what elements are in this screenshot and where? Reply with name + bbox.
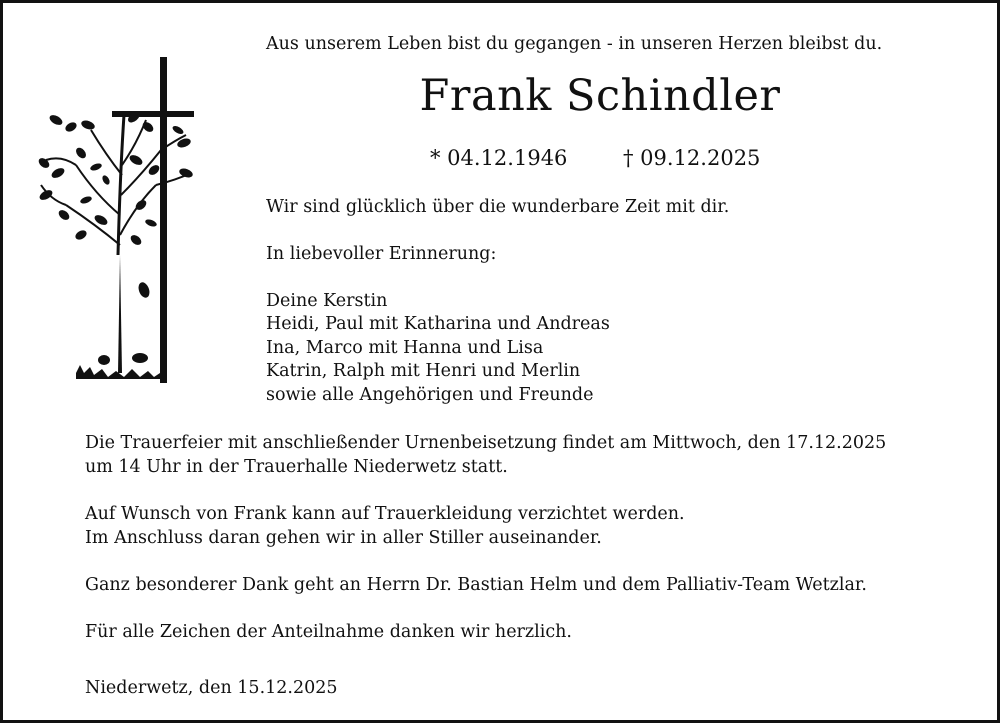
mourner-line: Katrin, Ralph mit Henri und Merlin [266, 361, 581, 381]
wish-line: Auf Wunsch von Frank kann auf Trauerkleidung verzichtet werden. [85, 504, 685, 524]
motto-text: Aus unserem Leben bist du gegangen - in unseren Herzen bleibst du. [266, 34, 883, 54]
mourner-line: Deine Kerstin [266, 291, 388, 311]
mourner-line: sowie alle Angehörigen und Freunde [266, 385, 594, 405]
message-text: Wir sind glücklich über die wunderbare Zeit mit dir. [266, 197, 730, 217]
ceremony-line: um 14 Uhr in der Trauerhalle Niederwetz statt. [85, 457, 508, 477]
condolences-text: Für alle Zeichen der Anteilnahme danken wir herzlich. [85, 622, 572, 642]
wish-line: Im Anschluss daran gehen wir in aller Stiller auseinander. [85, 528, 602, 548]
birth-date: * 04.12.1946 [430, 146, 568, 170]
memory-heading: In liebevoller Erinnerung: [266, 244, 497, 264]
mourner-line: Heidi, Paul mit Katharina und Andreas [266, 314, 610, 334]
death-date: † 09.12.2025 [623, 146, 761, 170]
place-date: Niederwetz, den 15.12.2025 [85, 678, 338, 698]
deceased-name: Frank Schindler [419, 71, 781, 121]
ceremony-line: Die Trauerfeier mit anschließender Urnenbeisetzung findet am Mittwoch, den 17.12.2025 [85, 433, 887, 453]
thanks-text: Ganz besonderer Dank geht an Herrn Dr. Bastian Helm und dem Palliativ-Team Wetzlar. [85, 575, 867, 595]
mourner-line: Ina, Marco mit Hanna und Lisa [266, 338, 544, 358]
